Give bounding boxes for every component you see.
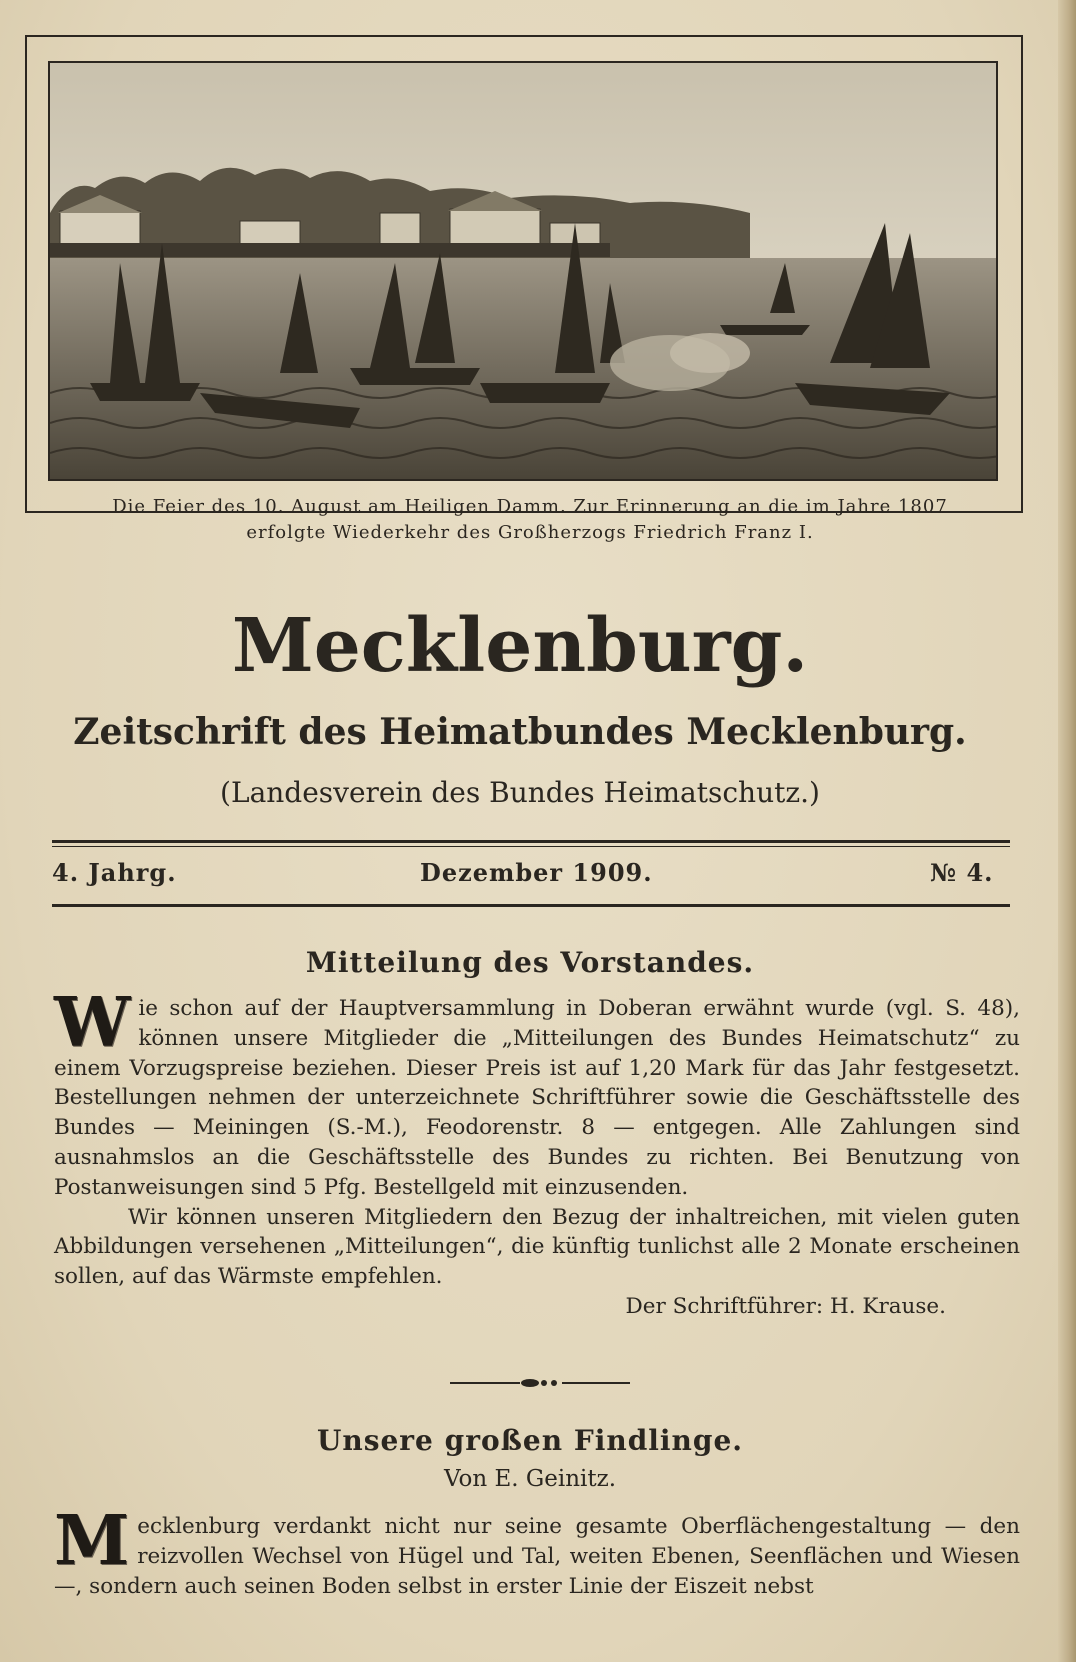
rule-bottom [52, 904, 1010, 907]
article1-heading: Mitteilung des Vorstandes. [305, 946, 755, 979]
article1-paragraph1-text: ie schon auf der Hauptversammlung in Doberan erwähnt wurde (vgl. S. 48), können unsere Mitglieder die „Mitteilungen des Bundes Heimatschutz“ zu einem Vorzugspreise beziehen. Dieser Preis ist auf 1,20 Mark für das Jahr festgesetzt. Bestellungen nehmen der unterzeichnete Schriftführer sowie die Geschäftsstelle des Bundes — Meiningen (S.-M.), Feodorenstr. 8 — entgegen. Alle Zahlungen sind ausnahmslos an die Geschäftsstelle des Bundes zu richten. Bei Benutzung von Postanweisungen sind 5 Pfg. Bestellgeld mit einzusenden. [54, 996, 1020, 1200]
article2-body [54, 1501, 1020, 1601]
rule-top-thin [52, 846, 1010, 847]
masthead-title: Mecklenburg. [231, 603, 809, 689]
page-binding-edge [1058, 0, 1076, 1662]
article1-body [54, 983, 1020, 1322]
article2-paragraph1-text: ecklenburg verdankt nicht nur seine gesamte Oberflächengestaltung — den reizvollen Wechsel von Hügel und Tal, weiten Ebenen, Seenflächen und Wiesen —, sondern auch seinen Boden selbst in erster Linie der Eiszeit nebst [54, 1514, 1020, 1599]
issue-number: № 4. [930, 858, 994, 887]
issue-volume: 4. Jahrg. [52, 858, 177, 887]
issue-date: Dezember 1909. [420, 858, 653, 887]
article1-dropcap: W [54, 983, 131, 1063]
rule-top [52, 840, 1010, 843]
section-divider-ornament [450, 1376, 630, 1390]
article2-byline: Von E. Geinitz. [443, 1466, 617, 1492]
illustration-caption-line1: Die Feier des 10. August am Heiligen Damm. Zur Erinnerung an die im Jahre 1807 [112, 496, 948, 517]
engraving-illustration [48, 61, 998, 481]
article2-heading: Unsere großen Findlinge. [316, 1424, 744, 1457]
article2-paragraph1 [54, 1501, 1020, 1601]
article2-dropcap: M [54, 1501, 130, 1581]
article1-paragraph1 [54, 983, 1020, 1203]
illustration-caption-line2: erfolgte Wiederkehr des Großherzogs Friedrich Franz I. [246, 522, 814, 543]
article1-signature: Der Schriftführer: H. Krause. [625, 1293, 946, 1319]
article1-paragraph2: Wir können unseren Mitgliedern den Bezug der inhaltreichen, mit vielen guten Abbildungen versehenen „Mitteilungen“, die künftig tunlichst alle 2 Monate erscheinen sollen, auf das Wärmste empfehlen. [54, 1204, 1020, 1290]
masthead-subsubtitle: (Landesverein des Bundes Heimatschutz.) [220, 776, 820, 809]
regatta-engraving-image [50, 63, 996, 479]
masthead-subtitle: Zeitschrift des Heimatbundes Mecklenburg. [73, 711, 967, 753]
